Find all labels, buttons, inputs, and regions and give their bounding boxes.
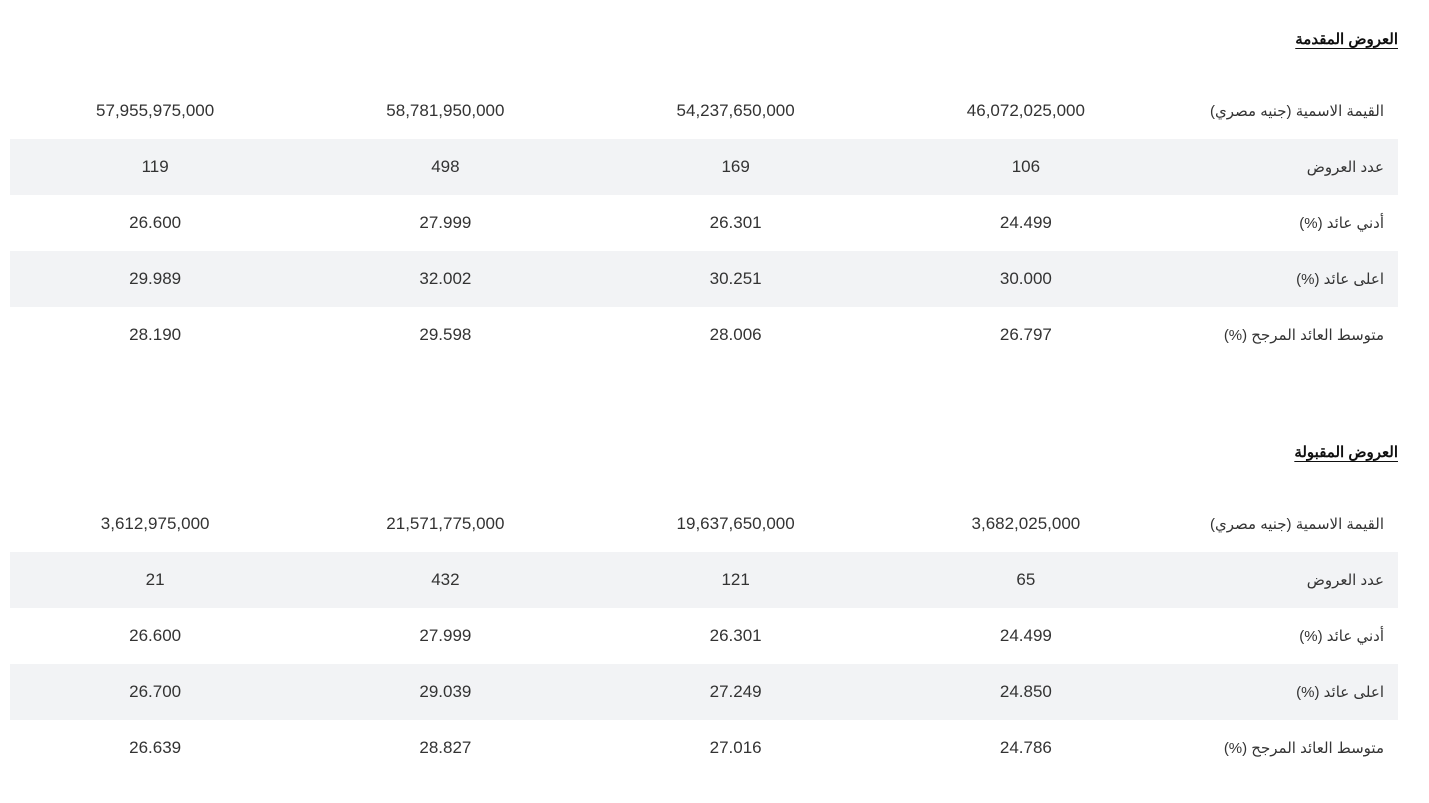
table-cell: 26.700 (10, 664, 300, 720)
table-cell: 26.301 (709, 213, 762, 232)
table-cell: 121 (591, 552, 881, 608)
table-cell: 32.002 (300, 251, 590, 307)
table-cell: 26.639 (129, 738, 182, 757)
table-row (10, 496, 1398, 552)
table-cell: 3,682,025,000 (971, 514, 1081, 533)
offered-bids-table (10, 83, 1398, 363)
table-cell: 26.301 (709, 626, 762, 645)
table-cell: 432 (300, 552, 590, 608)
row-label: اعلى عائد (%) (1171, 664, 1398, 720)
table-cell: 24.850 (881, 664, 1171, 720)
table-row (10, 251, 1398, 307)
offered-bids-title: العروض المقدمة (1295, 31, 1398, 48)
table-cell: 24.786 (999, 738, 1052, 757)
accepted-bids-table (10, 496, 1398, 776)
table-cell: 46,072,025,000 (966, 101, 1085, 120)
table-cell: 28.190 (129, 325, 182, 344)
table-cell: 19,637,650,000 (676, 514, 795, 533)
table-cell: 169 (591, 139, 881, 195)
table-cell: 29.989 (10, 251, 300, 307)
table-cell: 119 (10, 139, 300, 195)
table-cell: 24.499 (999, 626, 1052, 645)
table-cell: 24.499 (999, 213, 1052, 232)
row-label: عدد العروض (1171, 552, 1398, 608)
table-cell: 27.999 (419, 213, 472, 232)
table-cell: 26.797 (999, 325, 1052, 344)
table-cell: 54,237,650,000 (676, 101, 795, 120)
table-row (10, 83, 1398, 139)
table-cell: 3,612,975,000 (100, 514, 210, 533)
table-row (10, 552, 1398, 608)
accepted-bids-title: العروض المقبولة (1294, 444, 1398, 461)
table-cell: 57,955,975,000 (96, 101, 215, 120)
table-cell: 26.600 (129, 213, 182, 232)
table-cell: 28.827 (419, 738, 472, 757)
row-label: القيمة الاسمية (جنيه مصري) (1209, 103, 1384, 120)
table-cell: 29.598 (419, 325, 472, 344)
table-cell: 106 (881, 139, 1171, 195)
row-label: اعلى عائد (%) (1171, 251, 1398, 307)
row-label: أدني عائد (%) (1299, 215, 1384, 232)
table-cell: 26.600 (129, 626, 182, 645)
table-cell: 28.006 (709, 325, 762, 344)
table-row (10, 608, 1398, 664)
table-cell: 65 (881, 552, 1171, 608)
table-cell: 30.000 (881, 251, 1171, 307)
table-cell: 29.039 (300, 664, 590, 720)
table-cell: 27.249 (591, 664, 881, 720)
table-row (10, 307, 1398, 363)
table-row (10, 195, 1398, 251)
table-cell: 498 (300, 139, 590, 195)
row-label: عدد العروض (1171, 139, 1398, 195)
row-label: متوسط العائد المرجح (%) (1223, 327, 1384, 344)
row-label: القيمة الاسمية (جنيه مصري) (1209, 516, 1384, 533)
row-label: متوسط العائد المرجح (%) (1223, 740, 1384, 757)
table-cell: 21 (10, 552, 300, 608)
accepted-bids-section (10, 413, 1398, 803)
row-label: أدني عائد (%) (1299, 628, 1384, 645)
offered-bids-section (10, 0, 1398, 370)
table-row (10, 139, 1398, 195)
table-row (10, 720, 1398, 776)
table-cell: 58,781,950,000 (386, 101, 505, 120)
table-cell: 30.251 (591, 251, 881, 307)
table-cell: 21,571,775,000 (386, 514, 505, 533)
table-cell: 27.016 (709, 738, 762, 757)
table-cell: 27.999 (419, 626, 472, 645)
table-row (10, 664, 1398, 720)
